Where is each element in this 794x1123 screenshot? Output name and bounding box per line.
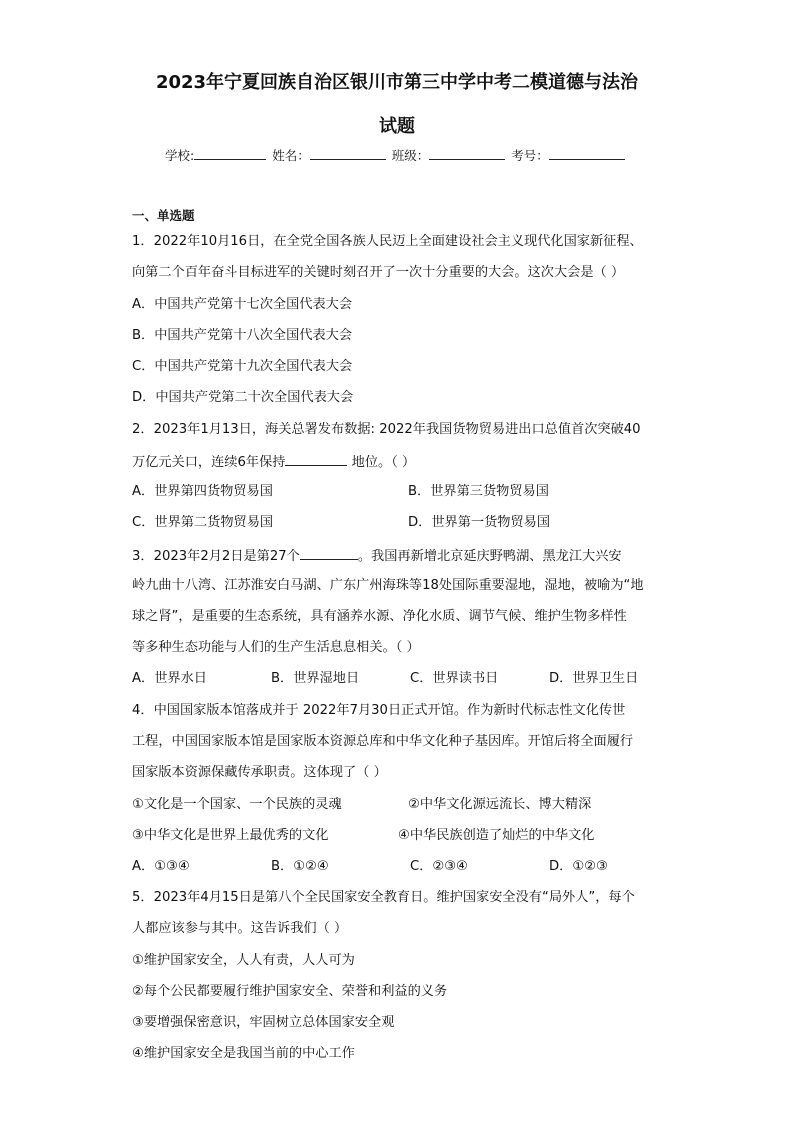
q4-option-c[interactable]: C．②③④ [410, 859, 468, 874]
q2-option-b[interactable]: B．世界第三货物贸易国 [408, 484, 549, 499]
q1-option-b[interactable]: B．中国共产党第十八次全国代表大会 [132, 328, 353, 343]
name-blank[interactable] [310, 147, 386, 160]
q3-stem-post: 。我国再新增北京延庆野鸭湖、黑龙江大兴安 [357, 549, 622, 564]
q1-option-d[interactable]: D．中国共产党第二十次全国代表大会 [132, 390, 354, 405]
q4-option-a[interactable]: A．①③④ [132, 859, 190, 874]
q5-stem-line1: 5．2023年4月15日是第八个全民国家安全教育日。维护国家安全没有“局外人”，每个 [132, 890, 635, 905]
q3-stem-line3: 球之肾”，是重要的生态系统，具有涵养水源、净化水质、调节气候、维护生物多样性 [132, 609, 627, 624]
q3-option-a[interactable]: A．世界水日 [132, 671, 207, 686]
q3-stem-line2: 岭九曲十八湾、江苏淮安白马湖、广东广州海珠等18处国际重要湿地，湿地，被喻为“地 [132, 578, 644, 593]
q4-statement-1: ①文化是一个国家、一个民族的灵魂 [132, 797, 342, 812]
q4-statement-4: ④中华民族创造了灿烂的中华文化 [398, 828, 595, 843]
q2-fill-blank [285, 452, 347, 466]
exam-number-blank[interactable] [549, 147, 625, 160]
q2-stem-pre: 万亿元关口，连续6年保持 [132, 455, 286, 470]
q4-stem-line3: 国家版本资源保藏传承职责。这体现了（ ） [132, 765, 387, 780]
q4-option-d[interactable]: D．①②③ [549, 859, 608, 874]
q4-option-b[interactable]: B．①②④ [271, 859, 329, 874]
q3-stem-line1 [132, 546, 622, 566]
q5-statement-3: ③要增强保密意识，牢固树立总体国家安全观 [132, 1015, 395, 1030]
section-heading: 一、单选题 [132, 208, 195, 223]
q2-option-c[interactable]: C．世界第二货物贸易国 [132, 515, 274, 530]
q5-statement-1: ①维护国家安全，人人有责，人人可为 [132, 953, 355, 968]
q5-statement-2: ②每个公民都要履行维护国家安全、荣誉和利益的义务 [132, 984, 448, 999]
exam-title-line2: 试题 [379, 116, 415, 137]
class-blank[interactable] [429, 147, 505, 160]
q3-stem-pre: 3．2023年2月2日是第27个 [132, 549, 300, 564]
exam-number-label: 考号： [511, 148, 549, 163]
q4-statement-3: ③中华文化是世界上最优秀的文化 [132, 828, 329, 843]
q3-stem-line4: 等多种生态功能与人们的生产生活息息相关。（ ） [132, 640, 420, 655]
q2-stem-line2 [132, 452, 415, 472]
q2-stem-post: 地位。（ ） [347, 455, 416, 470]
name-label: 姓名： [272, 148, 310, 163]
school-blank[interactable] [194, 147, 266, 160]
q3-fill-blank [300, 546, 358, 560]
q2-option-d[interactable]: D．世界第一货物贸易国 [408, 515, 551, 530]
q2-option-a[interactable]: A．世界第四货物贸易国 [132, 484, 273, 499]
q4-statement-2: ②中华文化源远流长、博大精深 [408, 797, 592, 812]
q5-statement-4: ④维护国家安全是我国当前的中心工作 [132, 1046, 355, 1061]
q1-option-c[interactable]: C．中国共产党第十九次全国代表大会 [132, 359, 353, 374]
q3-option-b[interactable]: B．世界湿地日 [271, 671, 360, 686]
q4-stem-line1: 4．中国国家版本馆落成并于 2022年7月30日正式开馆。作为新时代标志性文化传世 [132, 703, 626, 718]
q4-stem-line2: 工程，中国国家版本馆是国家版本资源总库和中华文化种子基因库。开馆后将全面履行 [132, 734, 634, 749]
q3-option-d[interactable]: D．世界卫生日 [549, 671, 639, 686]
q1-stem-line2: 向第二个百年奋斗目标进军的关键时刻召开了一次十分重要的大会。这次大会是（ ） [132, 265, 625, 280]
q1-stem-line1: 1．2022年10月16日，在全党全国各族人民迈上全面建设社会主义现代化国家新征程、 [132, 234, 643, 249]
school-label: 学校: [165, 148, 195, 163]
q1-option-a[interactable]: A．中国共产党第十七次全国代表大会 [132, 297, 353, 312]
exam-title-line1: 2023年宁夏回族自治区银川市第三中学中考二模道德与法治 [155, 72, 639, 93]
q5-stem-line2: 人都应该参与其中。这告诉我们（ ） [132, 921, 348, 936]
q3-option-c[interactable]: C．世界读书日 [410, 671, 499, 686]
class-label: 班级： [391, 148, 430, 163]
student-info-row [165, 146, 635, 164]
q2-stem-line1: 2．2023年1月13日，海关总署发布数据: 2022年我国货物贸易进出口总值首次突破40 [132, 422, 641, 437]
